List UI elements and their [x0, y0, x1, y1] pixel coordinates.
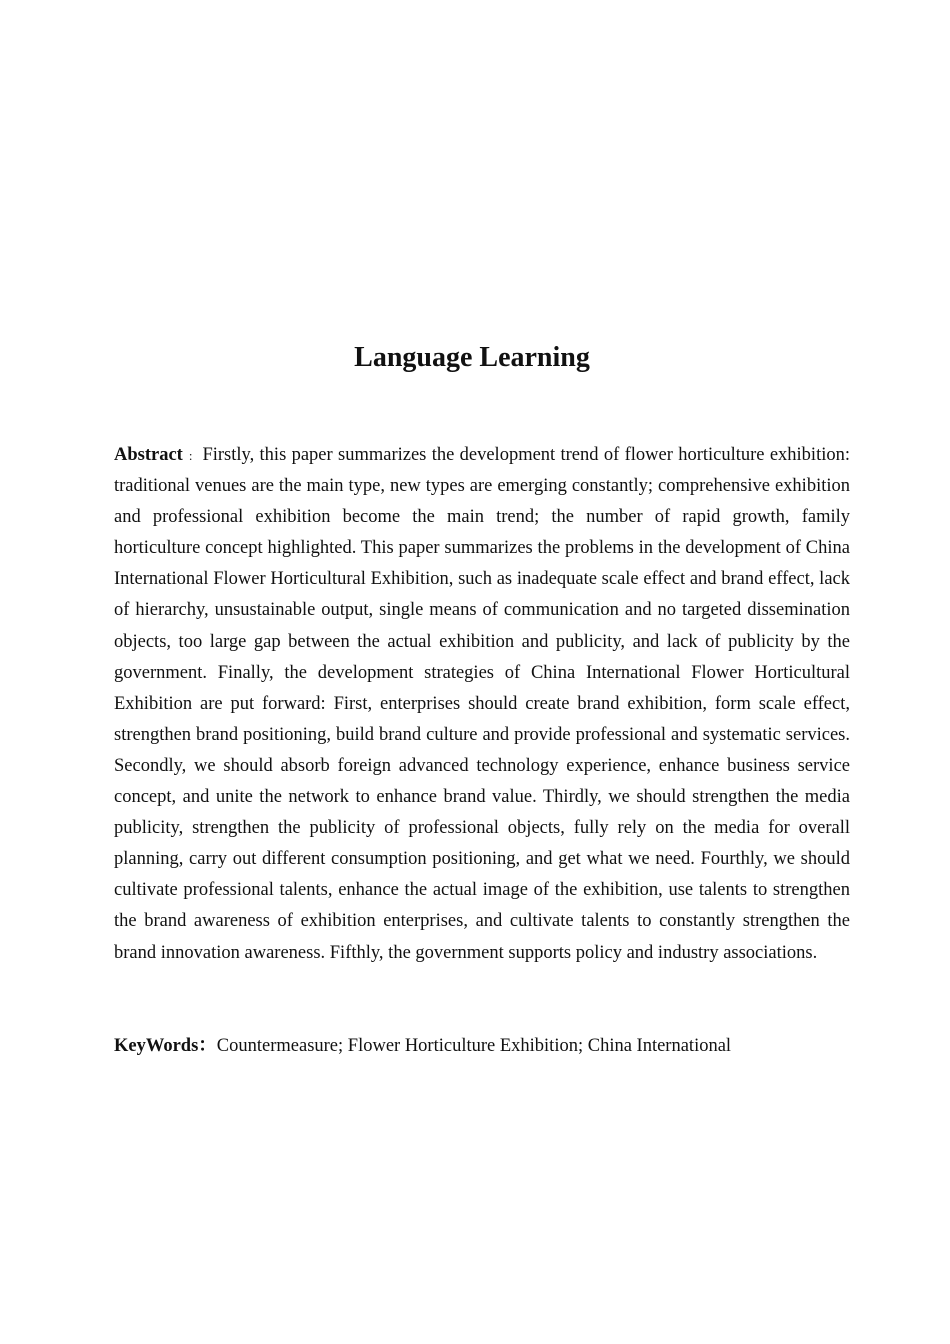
keywords-text: Countermeasure; Flower Horticulture Exhibition; China International	[216, 1036, 732, 1056]
abstract-text: Firstly, this paper summarizes the development trend of flower horticulture exhibition: traditional venues are the main type, new types are emerging constantly; comprehensive exhibition and professional exhibition become the main trend; the number of rapid growth, family horticulture concept highlighted. This paper summarizes the problems in the development of China International Flower Horticultural Exhibition, such as inadequate scale effect and brand effect, lack of hierarchy, unsustainable output, single means of communication and no targeted dissemination objects, too large gap between the actual exhibition and publicity, and lack of publicity by the government. Finally, the development strategies of China International Flower Horticultural Exhibition are put forward: First, enterprises should create brand exhibition, form scale effect, strengthen brand positioning, build brand culture and provide professional and systematic services. Secondly, we should absorb foreign advanced technology experience, enhance business service concept, and unite the network to enhance brand value. Thirdly, we should strengthen the media publicity, strengthen the publicity of professional objects, fully rely on the media for overall planning, carry out different consumption positioning, and get what we need. Fourthly, we should cultivate professional talents, enhance the actual image of the exhibition, use talents to strengthen the brand awareness of exhibition enterprises, and cultivate talents to constantly strengthen the brand innovation awareness. Fifthly, the government supports policy and industry associations.	[114, 445, 850, 963]
abstract-paragraph	[114, 440, 850, 969]
keywords-label: KeyWords：	[114, 1036, 217, 1056]
keywords-line	[114, 1031, 850, 1062]
abstract-separator: :	[188, 448, 193, 463]
abstract-label: Abstract	[114, 445, 183, 465]
document-title: Language Learning	[354, 342, 590, 373]
